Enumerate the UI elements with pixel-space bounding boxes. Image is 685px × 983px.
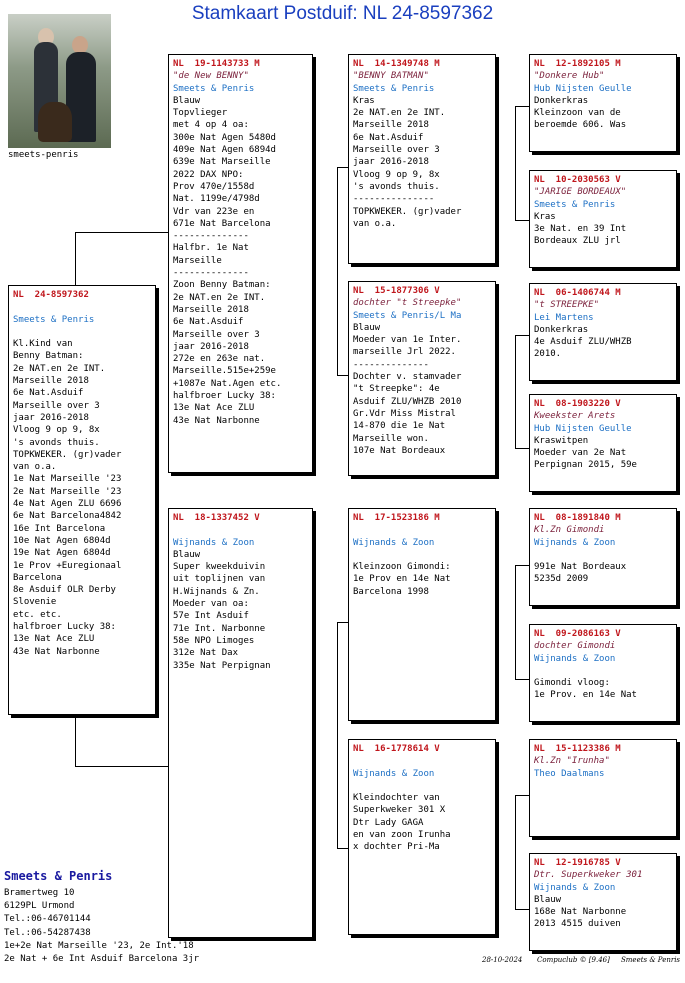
- photo-caption: smeets-penris: [8, 150, 79, 160]
- note-line: Marseille over 3: [353, 145, 440, 156]
- pigeon-name: Kweekster Arets: [534, 411, 616, 422]
- pigeon-name: "BENNY BATMAN": [353, 71, 429, 82]
- note-line: x dochter Pri-Ma: [353, 842, 440, 853]
- ring-number: NL 24-8597362: [13, 290, 89, 300]
- note-line: 19e Nat Agen 6804d: [13, 548, 111, 559]
- owner-label: Hub Nijsten Geulle: [534, 83, 632, 94]
- pigeon-name: "t STREEPKE": [534, 300, 600, 311]
- connector-mm-mmm: [515, 909, 529, 910]
- pigeon-name: Dtr. Superkweker 301: [534, 870, 643, 881]
- note-line: Vdr van 223e en: [173, 206, 255, 217]
- spacer: [353, 755, 491, 767]
- pigeon-box-mother-mother[interactable]: [348, 739, 496, 935]
- ring-number: NL 08-1903220 V: [534, 399, 621, 409]
- connector-fm-fmf: [515, 335, 529, 336]
- note-line: H.Wijnands & Zn.: [173, 586, 260, 597]
- owner-label: Wijnands & Zoon: [173, 537, 255, 548]
- connector-father-vertical: [337, 167, 338, 376]
- page-title: Stamkaart Postduif: NL 24-8597362: [191, 3, 494, 24]
- connector-ff-vertical: [515, 106, 516, 221]
- owner-line: Tel.:06-46701144: [4, 914, 91, 925]
- note-line: 5235d 2009: [534, 574, 589, 585]
- ring-number: NL 14-1349748 M: [353, 59, 440, 69]
- note-line: Bordeaux ZLU jrl: [534, 236, 621, 247]
- note-line: Marseille 2018: [353, 120, 429, 131]
- connector-mf-mfm: [515, 679, 529, 680]
- note-line: 10e Nat Agen 6804d: [13, 535, 111, 546]
- note-line: Moeder van oa:: [173, 599, 249, 610]
- pigeon-box-father[interactable]: [168, 54, 313, 473]
- note-line: Marseille: [173, 255, 222, 266]
- footer-date: 28-10-2024: [482, 956, 523, 964]
- ring-number: NL 06-1406744 M: [534, 288, 621, 298]
- ring-number: NL 15-1123386 M: [534, 744, 621, 754]
- spacer: [353, 549, 491, 561]
- note-line: Marseille 2018: [173, 304, 249, 315]
- pigeon-box-mf-father[interactable]: [529, 508, 677, 606]
- note-line: Kleinzoon Gimondi:: [353, 562, 451, 573]
- note-line: Topvlieger: [173, 108, 228, 119]
- note-line: Halfbr. 1e Nat: [173, 243, 249, 254]
- pigeon-color: Donkerkras: [534, 324, 589, 335]
- footer-software: Compuclub © [9.46]: [537, 956, 610, 964]
- note-line: --------------: [173, 231, 249, 242]
- spacer: [534, 665, 672, 677]
- pigeon-box-ff-mother[interactable]: [529, 170, 677, 268]
- note-line: Nat. 1199e/4798d: [173, 194, 260, 205]
- pigeon-box-mother-father[interactable]: [348, 508, 496, 721]
- pigeon-name: "Donkere Hub": [534, 71, 605, 82]
- note-line: 58e NPO Limoges: [173, 635, 255, 646]
- pigeon-color: Kras: [534, 211, 556, 222]
- note-line: 57e Int Asduif: [173, 611, 249, 622]
- spacer: [13, 301, 151, 313]
- note-line: jaar 2016-2018: [13, 412, 89, 423]
- owner-label: Smeets & Penris: [534, 199, 616, 210]
- connector-main-mother: [75, 766, 168, 767]
- note-line: 1e Nat Marseille '23: [13, 474, 122, 485]
- note-line: Superkweker 301 X: [353, 805, 446, 816]
- note-line: 2013 4515 duiven: [534, 919, 621, 930]
- owner-label: Lei Martens: [534, 312, 594, 323]
- note-line: Vloog 9 op 9, 8x: [353, 169, 440, 180]
- owner-label: Smeets & Penris/L Ma: [353, 310, 462, 321]
- note-line: TOPKWEKER. (gr)vader: [353, 206, 462, 217]
- connector-mother-vertical: [337, 622, 338, 849]
- note-line: 107e Nat Bordeaux: [353, 445, 446, 456]
- note-line: Dochter v. stamvader: [353, 372, 462, 383]
- note-line: Moeder van 2e Nat: [534, 448, 627, 459]
- owner-line: 2e Nat + 6e Int Asduif Barcelona 3jr: [4, 954, 200, 965]
- note-line: 6e Nat.Asduif: [13, 388, 84, 399]
- note-line: Marseille won.: [353, 433, 429, 444]
- note-line: en van zoon Irunha: [353, 830, 451, 841]
- note-line: Marseille 2018: [13, 376, 89, 387]
- connector-mm-mmf: [515, 795, 529, 796]
- note-line: +1087e Nat.Agen etc.: [173, 378, 282, 389]
- ring-number: NL 16-1778614 V: [353, 744, 440, 754]
- connector-fm-fmm: [515, 448, 529, 449]
- spacer: [534, 549, 672, 561]
- note-line: 671e Nat Barcelona: [173, 218, 271, 229]
- note-line: 168e Nat Narbonne: [534, 907, 627, 918]
- note-line: 409e Nat Agen 6894d: [173, 145, 276, 156]
- owner-line: Tel.:06-54287438: [4, 927, 91, 938]
- owner-label: Theo Daalmans: [534, 768, 605, 779]
- owner-label: Wijnands & Zoon: [353, 537, 435, 548]
- note-line: jaar 2016-2018: [173, 341, 249, 352]
- note-line: 13e Nat Ace ZLU: [13, 634, 95, 645]
- note-line: 6e Nat Barcelona4842: [13, 511, 122, 522]
- note-line: Kleindochter van: [353, 793, 440, 804]
- note-line: Prov 470e/1558d: [173, 181, 255, 192]
- owner-line: 1e+2e Nat Marseille '23, 2e Int.'18: [4, 940, 194, 951]
- note-line: halfbroer Lucky 38:: [13, 622, 116, 633]
- ring-number: NL 10-2030563 V: [534, 175, 621, 185]
- pigeon-name: "JARIGE BORDEAUX": [534, 187, 627, 198]
- pigeon-name: Kl.Zn Gimondi: [534, 525, 605, 536]
- note-line: met 4 op 4 oa:: [173, 120, 249, 131]
- note-line: van o.a.: [13, 462, 57, 473]
- connector-father-fm: [337, 375, 348, 376]
- ring-number: NL 18-1337452 V: [173, 513, 260, 523]
- note-line: Super kweekduivin: [173, 562, 266, 573]
- connector-mm-vertical: [515, 795, 516, 910]
- note-line: Perpignan 2015, 59e: [534, 460, 637, 471]
- owner-address-block: [4, 887, 199, 966]
- note-line: 639e Nat Marseille: [173, 157, 271, 168]
- note-line: 's avonds thuis.: [13, 437, 100, 448]
- pigeon-box-mother[interactable]: [168, 508, 313, 938]
- note-line: 2e Nat Marseille '23: [13, 486, 122, 497]
- note-line: TOPKWEKER. (gr)vader: [13, 449, 122, 460]
- pigeon-name: dochter Gimondi: [534, 641, 616, 652]
- pigeon-color: Blauw: [353, 322, 381, 333]
- note-line: Marseille over 3: [13, 400, 100, 411]
- pigeon-box-mm-father[interactable]: [529, 739, 677, 837]
- connector-fm-vertical: [515, 335, 516, 449]
- owner-label: Hub Nijsten Geulle: [534, 423, 632, 434]
- note-line: --------------: [173, 268, 249, 279]
- pigeon-name: dochter "t Streepke": [353, 298, 462, 309]
- note-line: 's avonds thuis.: [353, 181, 440, 192]
- note-line: Gr.Vdr Miss Mistral: [353, 408, 456, 419]
- owner-label: Wijnands & Zoon: [353, 768, 435, 779]
- note-line: Dtr Lady GAGA: [353, 817, 424, 828]
- pigeon-name: "de New BENNY": [173, 71, 249, 82]
- owner-label: Wijnands & Zoon: [534, 882, 616, 893]
- note-line: uit toplijnen van: [173, 574, 266, 585]
- ring-number: NL 12-1892105 M: [534, 59, 621, 69]
- note-line: 6e Nat.Asduif: [353, 132, 424, 143]
- pigeon-box-fm-mother[interactable]: [529, 394, 677, 492]
- note-line: ---------------: [353, 194, 435, 205]
- note-line: Benny Batman:: [13, 351, 84, 362]
- note-line: Barcelona 1998: [353, 586, 429, 597]
- note-line: 335e Nat Perpignan: [173, 660, 271, 671]
- owner-label: Smeets & Penris: [173, 83, 255, 94]
- note-line: Asduif ZLU/WHZB 2010: [353, 396, 462, 407]
- note-line: 991e Nat Bordeaux: [534, 562, 627, 573]
- ring-number: NL 09-2086163 V: [534, 629, 621, 639]
- owner-line: Bramertweg 10: [4, 888, 75, 898]
- pigeon-color: Kraswitpen: [534, 435, 589, 446]
- dog-figure: [38, 102, 72, 142]
- note-line: 300e Nat Agen 5480d: [173, 132, 276, 143]
- pigeon-box-ff-father[interactable]: [529, 54, 677, 152]
- note-line: Marseille.515e+259e: [173, 366, 276, 377]
- note-line: etc. etc.: [13, 609, 62, 620]
- note-line: "t Streepke": 4e: [353, 384, 440, 395]
- note-line: 312e Nat Dax: [173, 648, 239, 659]
- pigeon-box-main[interactable]: [8, 285, 156, 715]
- connector-mf-vertical: [515, 565, 516, 680]
- owner-label: Smeets & Penris: [353, 83, 435, 94]
- note-line: Gimondi vloog:: [534, 678, 610, 689]
- ring-number: NL 17-1523186 M: [353, 513, 440, 523]
- note-line: 4e Asduif ZLU/WHZB: [534, 337, 632, 348]
- connector-mother-mm: [337, 848, 348, 849]
- note-line: 43e Nat Narbonne: [13, 646, 100, 657]
- note-line: 4e Nat Agen ZLU 6696: [13, 499, 122, 510]
- note-line: Kleinzoon van de: [534, 108, 621, 119]
- note-line: --------------: [353, 359, 429, 370]
- spacer: [353, 524, 491, 536]
- note-line: 1e Prov +Euregionaal: [13, 560, 122, 571]
- connector-mf-mff: [515, 565, 529, 566]
- note-line: 6e Nat.Asduif: [173, 317, 244, 328]
- note-line: 3e Nat. en 39 Int: [534, 224, 627, 235]
- note-line: Kl.Kind van: [13, 339, 73, 350]
- pigeon-color: Blauw: [173, 95, 201, 106]
- pigeon-box-father-mother[interactable]: [348, 281, 496, 476]
- note-line: 71e Int. Narbonne: [173, 623, 266, 634]
- connector-ff-fff: [515, 106, 529, 107]
- note-line: 2e NAT.en 2e INT.: [353, 108, 446, 119]
- owner-label: Wijnands & Zoon: [534, 653, 616, 664]
- spacer: [353, 780, 491, 792]
- ring-number: NL 08-1891840 M: [534, 513, 621, 523]
- note-line: jaar 2016-2018: [353, 157, 429, 168]
- owner-photo: [8, 14, 111, 148]
- note-line: van o.a.: [353, 218, 397, 229]
- note-line: Vloog 9 op 9, 8x: [13, 425, 100, 436]
- note-line: 2e NAT.en 2e INT.: [173, 292, 266, 303]
- note-line: 16e Int Barcelona: [13, 523, 106, 534]
- pigeon-color: Donkerkras: [534, 95, 589, 106]
- pigeon-box-fm-father[interactable]: [529, 283, 677, 381]
- connector-mother-mf: [337, 622, 348, 623]
- connector-father-ff: [337, 167, 348, 168]
- pigeon-color: Blauw: [534, 894, 562, 905]
- note-line: 2e NAT.en 2e INT.: [13, 363, 106, 374]
- note-line: Barcelona: [13, 572, 62, 583]
- note-line: Marseille over 3: [173, 329, 260, 340]
- connector-ff-ffm: [515, 220, 529, 221]
- owner-label: Smeets & Penris: [13, 314, 95, 325]
- ring-number: NL 12-1916785 V: [534, 858, 621, 868]
- pigeon-name: Kl.Zn "Irunha": [534, 756, 610, 767]
- owner-label: Wijnands & Zoon: [534, 537, 616, 548]
- note-line: 2022 DAX NPO:: [173, 169, 244, 180]
- note-line: 1e Prov en 14e Nat: [353, 574, 451, 585]
- note-line: Moeder van 1e Inter.: [353, 335, 462, 346]
- note-line: 14-870 die 1e Nat: [353, 421, 446, 432]
- owner-line: 6129PL Urmond: [4, 901, 75, 912]
- ring-number: NL 15-1877306 V: [353, 286, 440, 296]
- owner-name: Smeets & Penris: [4, 869, 113, 883]
- note-line: halfbroer Lucky 38:: [173, 391, 276, 402]
- note-line: 272e en 263e nat.: [173, 354, 266, 365]
- footer-owner: Smeets & Penris: [621, 956, 681, 964]
- note-line: marseille Jrl 2022.: [353, 347, 456, 358]
- connector-main-father: [75, 232, 168, 233]
- spacer: [173, 524, 308, 536]
- pigeon-box-father-father[interactable]: [348, 54, 496, 264]
- note-line: 8e Asduif OLR Derby: [13, 585, 116, 596]
- note-line: beroemde 606. Was: [534, 120, 627, 131]
- pigeon-color: Blauw: [173, 549, 201, 560]
- spacer: [13, 326, 151, 338]
- pigeon-color: Kras: [353, 95, 375, 106]
- note-line: 2010.: [534, 349, 562, 360]
- ring-number: NL 19-1143733 M: [173, 59, 260, 69]
- note-line: Slovenie: [13, 597, 57, 608]
- note-line: 1e Prov. en 14e Nat: [534, 690, 637, 701]
- note-line: 43e Nat Narbonne: [173, 415, 260, 426]
- note-line: 13e Nat Ace ZLU: [173, 403, 255, 414]
- note-line: Zoon Benny Batman:: [173, 280, 271, 291]
- pigeon-box-mf-mother[interactable]: [529, 624, 677, 722]
- pigeon-box-mm-mother[interactable]: [529, 853, 677, 951]
